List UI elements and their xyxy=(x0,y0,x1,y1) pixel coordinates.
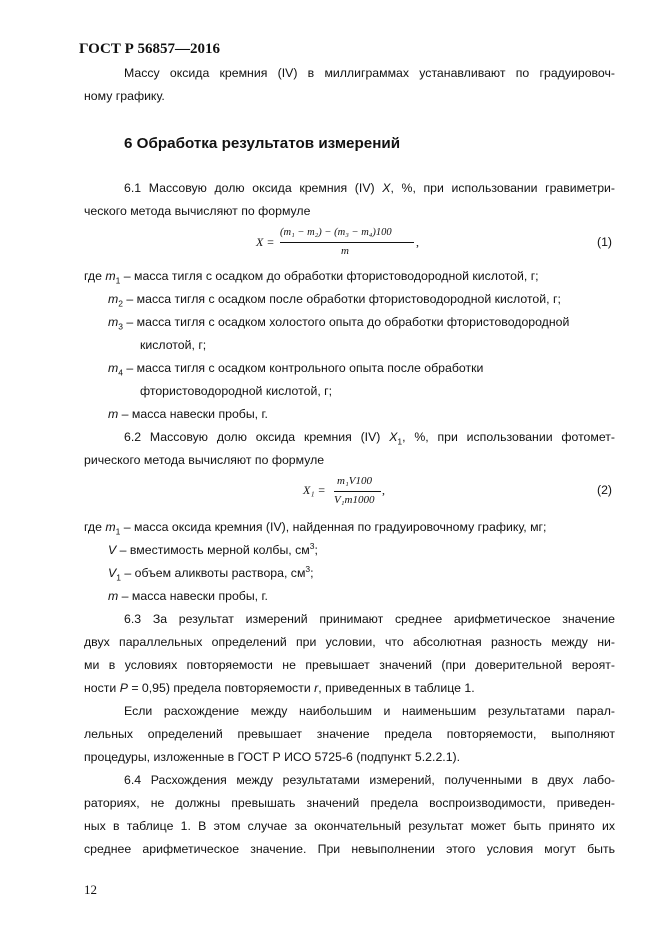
variable: r xyxy=(314,681,319,695)
text: , приведенных в таблице 1. xyxy=(318,681,475,695)
where-text: – объем аликвоты раствора, см xyxy=(120,566,306,580)
symbol: m xyxy=(108,589,119,603)
variable: P xyxy=(119,681,128,695)
paragraph-line: процедуры, изложенные в ГОСТ Р ИСО 5725-6 (подпункт 5.2.2.1). xyxy=(84,750,461,764)
variable: X xyxy=(382,181,391,195)
formula-lhs: X = xyxy=(256,235,275,249)
where-item xyxy=(84,268,539,284)
text: ности xyxy=(84,681,120,695)
page-number: 12 xyxy=(84,882,97,897)
paragraph-line: Если расхождение между наибольшим и наименьшим результатами парал- xyxy=(124,704,615,718)
where-item xyxy=(108,565,314,581)
paragraph-6-4-line: 6.4 Расхождения между результатами измерений, полученными в двух лабо- xyxy=(124,773,615,787)
symbol: m xyxy=(108,361,119,375)
text: = 0,95) предела повторяемости xyxy=(127,681,315,695)
paragraph-6-3-line: 6.3 За результат измерений принимают среднее арифметическое значение xyxy=(124,612,615,626)
text: , %, при использовании гравиметри- xyxy=(390,181,615,195)
where-text: – масса тигля с осадком после обработки фтористоводородной кислотой, г; xyxy=(122,292,561,306)
fraction-bar xyxy=(280,242,414,243)
where-item xyxy=(108,588,268,604)
intro-line: ному графику. xyxy=(84,89,165,103)
paragraph-6-4-line: среднее арифметическое значение. При невыполнении этого условия могут быть xyxy=(84,842,615,856)
where-text: – масса навески пробы, г. xyxy=(118,589,268,603)
punctuation: ; xyxy=(310,566,314,580)
symbol: m xyxy=(105,520,116,534)
symbol: m xyxy=(108,292,119,306)
subscript: 4 xyxy=(118,367,123,378)
formula-denominator: m xyxy=(341,245,349,257)
where-item xyxy=(108,291,561,307)
symbol: m xyxy=(108,315,119,329)
paragraph-6-3-line xyxy=(84,680,475,696)
where-item xyxy=(108,406,268,422)
intro-line: Массу оксида кремния (IV) в миллиграммах устанавливают по градуировоч- xyxy=(124,66,615,80)
where-text: – масса тигля с осадком холостого опыта до обработки фтористоводородной xyxy=(122,315,570,329)
where-item xyxy=(84,519,546,535)
where-text: – масса оксида кремния (IV), найденная по градуировочному графику, мг; xyxy=(120,520,547,534)
formula-number: (2) xyxy=(597,483,613,497)
paragraph-6-1-line: ческого метода вычисляют по формуле xyxy=(84,204,311,218)
subscript: 1 xyxy=(115,275,121,286)
formula-denominator: V₁m1000 xyxy=(334,494,375,506)
paragraph-6-1 xyxy=(124,180,615,196)
text: 6.2 Массовую долю оксида кремния (IV) xyxy=(124,430,390,444)
formula-1 xyxy=(256,228,436,264)
where-item xyxy=(108,542,318,558)
symbol: m xyxy=(108,407,119,421)
formula-comma: , xyxy=(416,235,419,249)
where-item xyxy=(108,314,569,330)
symbol: m xyxy=(105,269,116,283)
subscript: 1 xyxy=(397,436,403,447)
formula-2 xyxy=(303,474,403,514)
text: 6.1 Массовую долю оксида кремния (IV) xyxy=(124,181,383,195)
subscript: 3 xyxy=(118,321,123,332)
where-text: – масса тигля с осадком до обработки фтористоводородной кислотой, г; xyxy=(120,269,539,283)
section-title: 6 Обработка результатов измерений xyxy=(124,135,401,152)
text: , %, при использовании фотомет- xyxy=(402,430,616,444)
symbol: V xyxy=(108,543,117,557)
where-text: – масса тигля с осадком контрольного опыта после обработки xyxy=(122,361,484,375)
where-item xyxy=(108,360,483,376)
paragraph-line: лельных определений превышает значение предела повторяемости, выполняют xyxy=(84,727,615,741)
superscript: 3 xyxy=(305,563,311,574)
symbol: V xyxy=(108,566,117,580)
subscript: 2 xyxy=(118,298,123,309)
formula-lhs: X₁ = xyxy=(303,483,326,497)
formula-comma: , xyxy=(382,483,385,497)
where-prefix: где xyxy=(84,269,106,283)
formula-lhs-text: X xyxy=(256,235,264,249)
formula-numerator: m₁V100 xyxy=(337,475,372,487)
formula-lhs-text: X₁ xyxy=(303,483,315,497)
formula-number: (1) xyxy=(597,235,613,249)
superscript: 3 xyxy=(309,540,315,551)
paragraph-6-4-line: ных в таблице 1. В этом случае за окончательный результат может быть принято их xyxy=(84,819,615,833)
variable: X xyxy=(389,430,398,444)
paragraph-6-3-line: двух параллельных определений при условии, что абсолютная разность между ни- xyxy=(84,635,615,649)
document-header: ГОСТ Р 56857—2016 xyxy=(79,41,221,57)
subscript: 1 xyxy=(115,526,121,537)
paragraph-6-3-line: ми в условиях повторяемости не превышает значений (при доверительной вероят- xyxy=(84,658,615,672)
formula-numerator: (m₁ − m₂) − (m₃ − m₄)100 xyxy=(280,227,392,238)
paragraph-6-2 xyxy=(124,429,615,445)
paragraph-6-4-line: раториях, не должны превышать значений предела воспроизводимости, приведен- xyxy=(84,796,615,810)
where-prefix: где xyxy=(84,520,106,534)
subscript: 1 xyxy=(116,572,121,583)
fraction-bar xyxy=(334,491,381,492)
where-text: – масса навески пробы, г. xyxy=(118,407,268,421)
where-text: – вместимость мерной колбы, см xyxy=(116,543,310,557)
where-item-continuation: кислотой, г; xyxy=(140,338,207,352)
where-item-continuation: фтористоводородной кислотой, г; xyxy=(140,384,333,398)
paragraph-6-2-line: рического метода вычисляют по формуле xyxy=(84,453,325,467)
punctuation: ; xyxy=(314,543,318,557)
